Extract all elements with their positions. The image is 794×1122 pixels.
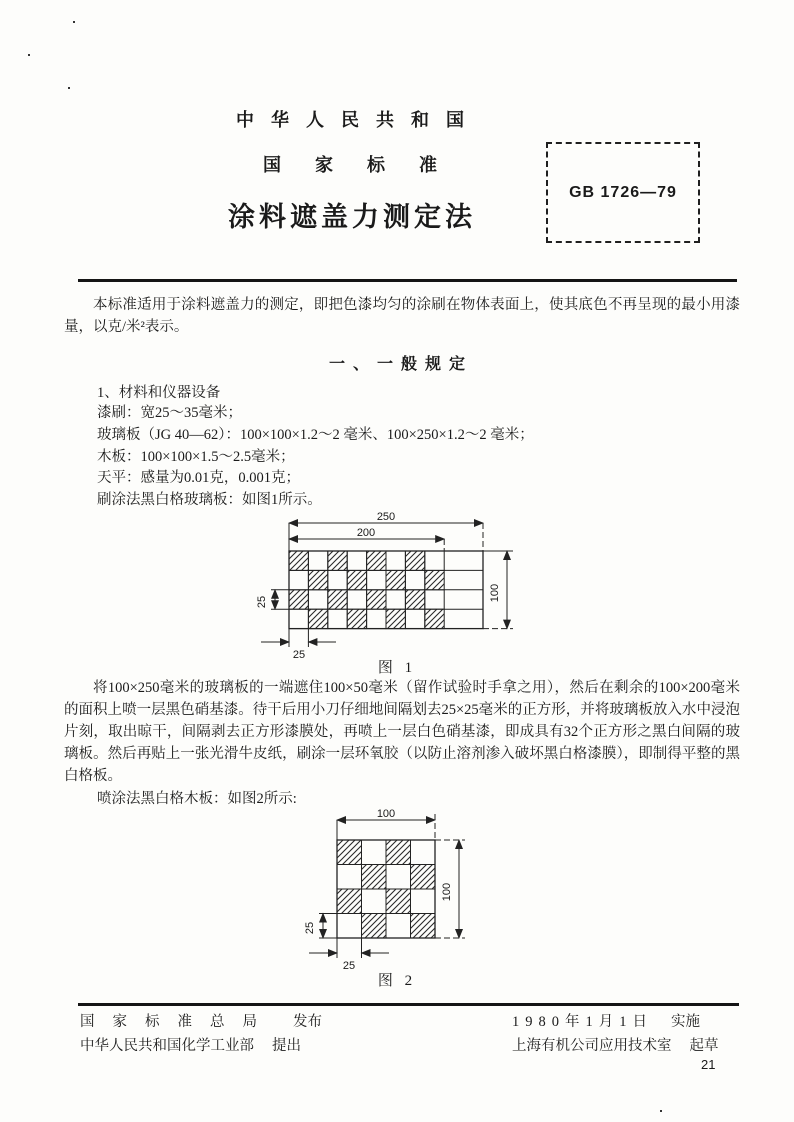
checker-cell-white	[386, 914, 411, 939]
dim-label-100-top: 100	[376, 808, 396, 820]
publisher-name: 国家标准总局	[80, 1014, 275, 1030]
footer-divider	[78, 1003, 739, 1006]
checker-cell-white	[347, 590, 366, 609]
checker-cell-black	[362, 914, 387, 939]
page-number: 21	[701, 1057, 716, 1072]
implement-date: 1980年1月1日	[512, 1014, 653, 1030]
checker-cell-white	[411, 889, 436, 914]
checker-cell-white	[289, 609, 308, 628]
publisher-line	[80, 1010, 322, 1034]
checker-cell-black	[308, 609, 327, 628]
checker-cell-white	[386, 865, 411, 890]
footer-right-block	[512, 1010, 719, 1058]
checker-cell-white	[308, 551, 327, 570]
list-item: 玻璃板（JG 40—62）：100×100×1.2～2 毫米、100×250×1.2～2 毫米；	[97, 426, 534, 443]
checker-cell-white	[425, 590, 444, 609]
figure1-dimension-labels	[256, 511, 501, 661]
list-item: 漆刷：宽25～35毫米；	[97, 405, 242, 421]
checker-cell-black	[362, 865, 387, 890]
dim-label-200: 200	[356, 527, 376, 539]
checker-cell-black	[411, 914, 436, 939]
checker-cell-black	[386, 840, 411, 865]
figure1-drawing	[241, 511, 541, 663]
dim-label-25-col: 25	[342, 960, 356, 972]
implement-line	[512, 1010, 719, 1034]
checker-cell-white	[328, 570, 347, 589]
standard-code: GB 1726—79	[569, 183, 677, 201]
list-item: 天平：感量为0.01克，0.001克；	[97, 470, 300, 487]
figure2-drawing	[293, 806, 493, 978]
list-item: 木板：100×100×1.5～2.5毫米；	[97, 448, 295, 465]
checker-cell-black	[411, 865, 436, 890]
checker-cell-black	[386, 570, 405, 589]
checker-cell-black	[347, 570, 366, 589]
checker-cell-white	[362, 889, 387, 914]
spray-method-note: 喷涂法黑白格木板：如图2所示:	[97, 791, 297, 807]
checker-cell-black	[386, 889, 411, 914]
figure1-caption: 图 1	[377, 660, 417, 676]
checker-cell-white	[367, 570, 386, 589]
list-item: 刷涂法黑白格玻璃板：如图1所示。	[97, 492, 322, 509]
implement-label: 实施	[671, 1014, 700, 1030]
checker-cell-white	[386, 551, 405, 570]
page-title: 涂料遮盖力测定法	[228, 202, 476, 232]
figure2-caption: 图 2	[377, 973, 417, 989]
figure2-checkerboard	[337, 840, 435, 938]
checker-cell-white	[405, 570, 424, 589]
checker-cell-white	[328, 609, 347, 628]
dim-label-25-col: 25	[292, 649, 306, 661]
document-type: 国家标准	[263, 155, 471, 175]
checker-cell-black	[367, 551, 386, 570]
header-divider	[78, 279, 737, 282]
scan-speck	[660, 1110, 662, 1112]
checker-cell-black	[328, 590, 347, 609]
dim-label-250: 250	[376, 511, 396, 523]
checker-cell-black	[347, 609, 366, 628]
scan-speck	[68, 87, 70, 89]
checker-cell-white	[347, 551, 366, 570]
materials-list	[97, 403, 534, 512]
dim-label-25-row: 25	[304, 921, 316, 935]
scan-speck	[73, 21, 75, 23]
checker-cell-black	[328, 551, 347, 570]
checker-cell-black	[289, 590, 308, 609]
checker-cell-black	[425, 570, 444, 589]
checker-cell-black	[337, 840, 362, 865]
checker-cell-black	[405, 590, 424, 609]
checker-cell-white	[405, 609, 424, 628]
checker-cell-black	[289, 551, 308, 570]
proposer-name: 中华人民共和国化学工业部	[80, 1038, 254, 1054]
checker-cell-white	[425, 551, 444, 570]
standard-code-box	[546, 142, 700, 243]
checker-cell-white	[337, 914, 362, 939]
draft-label: 起草	[689, 1038, 719, 1054]
procedure-paragraph: 将100×250毫米的玻璃板的一端遮住100×50毫米（留作试验时手拿之用），然后在剩余的100×200毫米的面积上喷一层黑色硝基漆。待干后用小刀仔细地间隔划去25×25毫米的正方形，并将玻璃板放入水中浸泡片刻，取出晾干，间隔剥去正方形漆膜处，再喷上一层白色硝基漆，即成具有32个正方形之黑白间隔的玻璃板。然后再贴上一张光滑牛皮纸，刷涂一层环氧胶（以防止溶剂渗入破坏黑白格漆膜），即制得平整的黑白格板。	[64, 680, 740, 784]
checker-cell-white	[308, 590, 327, 609]
section-heading: 一、一般规定	[328, 356, 473, 373]
drafter-line	[512, 1034, 719, 1058]
dim-label-25-row: 25	[256, 595, 268, 609]
checker-cell-black	[308, 570, 327, 589]
country-name: 中华人民共和国	[236, 110, 481, 130]
footer-left-block	[80, 1010, 322, 1058]
checker-cell-white	[337, 865, 362, 890]
checker-cell-black	[425, 609, 444, 628]
figure1-row-lines	[444, 570, 483, 609]
figure1-checkerboard	[289, 551, 444, 629]
checker-cell-white	[289, 570, 308, 589]
checker-cell-white	[386, 590, 405, 609]
scope-paragraph: 本标准适用于涂料遮盖力的测定，即把色漆均匀的涂刷在物体表面上，使其底色不再呈现的最小用漆量，以克/米²表示。	[64, 297, 740, 335]
checker-cell-black	[367, 590, 386, 609]
checker-cell-white	[411, 840, 436, 865]
dim-label-100: 100	[489, 583, 501, 603]
publish-label: 发布	[293, 1014, 322, 1030]
checker-cell-black	[337, 889, 362, 914]
dim-label-100-right: 100	[441, 882, 453, 902]
propose-label: 提出	[272, 1038, 301, 1054]
subsection-title: 1、材料和仪器设备	[97, 385, 221, 401]
checker-cell-black	[386, 609, 405, 628]
proposer-line	[80, 1034, 322, 1058]
checker-cell-white	[367, 609, 386, 628]
checker-cell-black	[405, 551, 424, 570]
scan-speck	[28, 54, 30, 56]
drafter-name: 上海有机公司应用技术室	[512, 1038, 672, 1054]
checker-cell-white	[362, 840, 387, 865]
figure2-dimension-labels	[304, 808, 453, 972]
